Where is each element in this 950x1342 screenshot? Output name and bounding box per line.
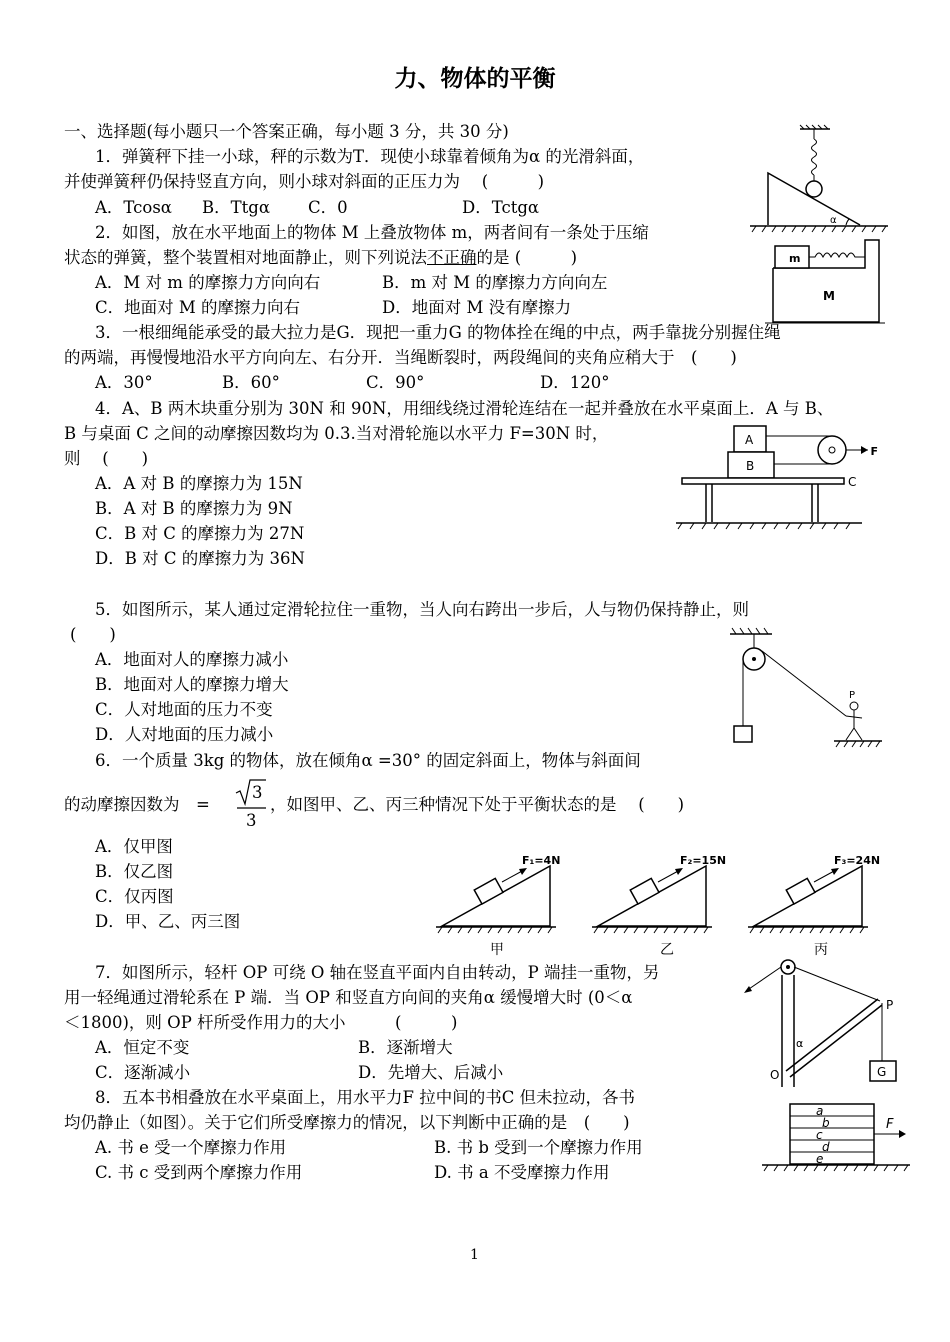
q8-line2: 均仍静止（如图）。关于它们所受摩擦力的情况，以下判断中正确的是 ( ) [64, 1113, 630, 1132]
q6-option-a: A．仅甲图 [95, 837, 173, 856]
q5-option-a: A．地面对人的摩擦力减小 [95, 650, 289, 669]
q5-option-d: D．人对地面的压力减小 [95, 725, 274, 744]
q7-figure-G: G [877, 1065, 887, 1079]
page-number: 1 [470, 1247, 479, 1263]
q7-option-a: A．恒定不变 [95, 1038, 190, 1057]
q5-line1: 5．如图所示，某人通过定滑轮拉住一重物，当人向右跨出一步后，人与物仍保持静止，则 [95, 600, 749, 619]
q1-option-c: C．0 [308, 198, 348, 217]
q7-figure-P: P [886, 998, 894, 1012]
q6-line2-end: ，如图甲、乙、丙三种情况下处于平衡状态的是 ( ) [270, 795, 685, 814]
q8-figure-book-b: b [822, 1116, 830, 1130]
q4-figure-A: A [745, 433, 754, 447]
q3-option-c: C．90° [366, 373, 425, 392]
q6-line2-start: 的动摩擦因数为 = [64, 795, 210, 814]
q5-option-c: C．人对地面的压力不变 [95, 700, 273, 719]
q7-figure-rod-pulley [740, 955, 920, 1095]
q7-option-d: D．先增大、后减小 [358, 1063, 504, 1082]
q1-figure-alpha: α [830, 215, 837, 226]
q6-figure-label: 丙 [814, 942, 828, 958]
q8-line1: 8．五本书相叠放在水平桌面上，用水平力F 拉中间的书C 但未拉动，各书 [95, 1088, 636, 1107]
q3-option-d: D．120° [540, 373, 610, 392]
q6-option-c: C．仅丙图 [95, 887, 174, 906]
q4-figure-B: B [746, 459, 755, 473]
q5-line2: ( ) [70, 625, 116, 644]
q3-line2: 的两端，再慢慢地沿水平方向向左、右分开．当绳断裂时，两段绳间的夹角应稍大于 ( ) [64, 348, 737, 367]
page-title: 力、物体的平衡 [394, 66, 556, 92]
q1-option-b: B．Ttgα [202, 198, 270, 217]
q8-figure-book-c: c [816, 1128, 823, 1142]
q4-figure-pulley-blocks [672, 422, 878, 537]
section-heading: 一、选择题(每小题只一个答案正确，每小题 3 分，共 30 分) [64, 122, 509, 141]
q7-line3: ＜1800)，则 OP 杆所受作用力的大小 ( ) [64, 1013, 458, 1032]
q5-figure-person-pulley [728, 628, 888, 750]
q8-figure-F: F [886, 1117, 894, 1132]
q4-line1: 4．A、B 两木块重分别为 30N 和 90N，用细线绕过滑轮连结在一起并叠放在水平桌面上．A 与 B、 [95, 399, 834, 418]
q4-line2: B 与桌面 C 之间的动摩擦因数均为 0.3.当对滑轮施以水平力 F=30N 时， [64, 424, 609, 443]
q7-line1: 7．如图所示，轻杆 OP 可绕 O 轴在竖直平面内自由转动，P 端挂一重物，另 [95, 963, 660, 982]
q3-line1: 3．一根细绳能承受的最大拉力是G．现把一重力G 的物体拴在绳的中点，两手靠拢分别握住绳 [95, 323, 781, 342]
q6-figure-jia [432, 848, 560, 958]
q7-option-c: C．逐渐减小 [95, 1063, 191, 1082]
q2-option-a: A．M 对 m 的摩擦力方向向右 [95, 273, 321, 292]
q8-figure-book-a: a [816, 1104, 824, 1118]
q6-sqrt-radicand: 3 [252, 783, 263, 802]
q8-figure-book-e: e [816, 1152, 824, 1166]
q2-option-c: C．地面对 M 的摩擦力向右 [95, 298, 301, 317]
q6-figure-force: F₃=24N [834, 854, 881, 867]
q7-figure-alpha: α [796, 1037, 804, 1050]
q4-option-b: B．A 对 B 的摩擦力为 9N [95, 499, 293, 518]
q6-figure-yi [588, 848, 727, 958]
q2-option-b: B．m 对 M 的摩擦力方向向左 [382, 273, 608, 292]
q1-line2: 并使弹簧秤仍保持竖直方向，则小球对斜面的正压力为 ( ) [64, 172, 545, 191]
q4-option-d: D．B 对 C 的摩擦力为 36N [95, 549, 305, 568]
q6-line1: 6．一个质量 3kg 的物体，放在倾角α =30° 的固定斜面上，物体与斜面间 [95, 751, 641, 770]
q8-option-a: A. 书 e 受一个摩擦力作用 [95, 1138, 287, 1157]
q4-option-c: C．B 对 C 的摩擦力为 27N [95, 524, 305, 543]
q6-option-d: D．甲、乙、丙三图 [95, 912, 241, 931]
q8-option-c: C. 书 c 受到两个摩擦力作用 [95, 1163, 303, 1182]
q4-figure-F: F [870, 445, 878, 458]
q8-option-d: D. 书 a 不受摩擦力作用 [434, 1163, 610, 1182]
q6-figure-force: F₁=4N [522, 854, 561, 867]
q5-option-b: B．地面对人的摩擦力增大 [95, 675, 289, 694]
q7-option-b: B．逐渐增大 [358, 1038, 453, 1057]
q2-figure-spring-blocks [765, 236, 885, 328]
q6-figure-label: 乙 [660, 942, 674, 958]
q1-option-a: A．Tcosα [95, 198, 172, 217]
q2-figure-m: m [789, 252, 801, 265]
q6-fraction-sqrt3-over-3 [234, 778, 268, 832]
q7-figure-O: O [770, 1068, 780, 1082]
q3-option-a: A．30° [95, 373, 153, 392]
q2-line1: 2．如图，放在水平地面上的物体 M 上叠放物体 m，两者间有一条处于压缩 [95, 223, 649, 242]
q4-option-a: A．A 对 B 的摩擦力为 15N [95, 474, 303, 493]
q6-option-b: B．仅乙图 [95, 862, 174, 881]
q6-figure-bing [744, 848, 884, 958]
q2-figure-M: M [823, 289, 835, 303]
q3-option-b: B．60° [222, 373, 280, 392]
q2-line2: 状态的弹簧，整个装置相对地面静止，则下列说法不正确的是 ( ) [64, 248, 578, 267]
q5-figure-P: P [849, 690, 856, 701]
q8-figure-book-stack [760, 1098, 920, 1178]
q1-figure-spring-incline [750, 125, 890, 235]
q1-line1: 1．弹簧秤下挂一小球，秤的示数为T．现使小球靠着倾角为α 的光滑斜面， [95, 147, 645, 166]
q7-line2: 用一轻绳通过滑轮系在 P 端．当 OP 和竖直方向间的夹角α 缓慢增大时 (0＜α [64, 988, 633, 1007]
q6-figure-force: F₂=15N [680, 854, 727, 867]
q6-denominator: 3 [246, 811, 257, 830]
q6-figure-label: 甲 [490, 942, 504, 958]
q4-figure-C: C [848, 475, 857, 489]
q8-figure-book-d: d [822, 1140, 830, 1154]
q2-option-d: D．地面对 M 没有摩擦力 [382, 298, 572, 317]
q8-option-b: B. 书 b 受到一个摩擦力作用 [434, 1138, 643, 1157]
q1-option-d: D．Tctgα [462, 198, 540, 217]
q4-line3: 则 ( ) [64, 449, 149, 468]
